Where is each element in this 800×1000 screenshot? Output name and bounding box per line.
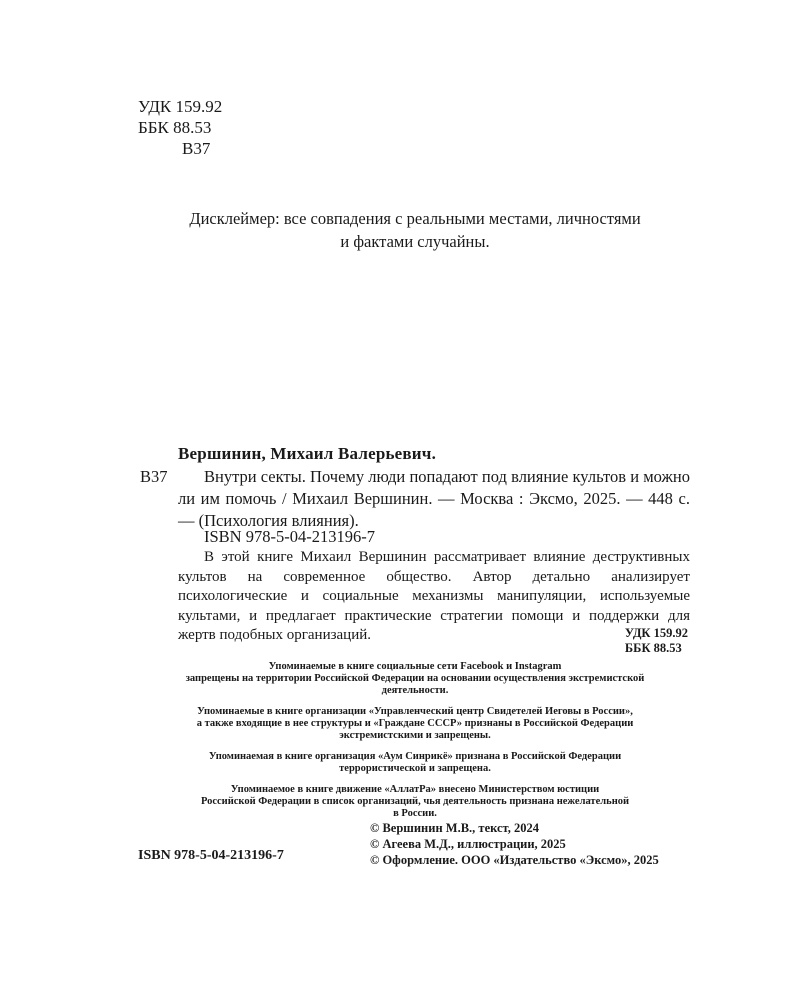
copyright-line: © Агеева М.Д., иллюстрации, 2025 (370, 837, 566, 851)
record-description: Внутри секты. Почему люди попадают под влияние культов и можно ли им помочь / Михаил Вершинин. — Москва : Эксмо, 2025. — 448 с. — (Психология влияния). (178, 467, 690, 530)
legal-note-line: запрещены на территории Российской Федерации на основании осуществления экстремистской (185, 673, 645, 684)
legal-note-line: Упоминаемая в книге организация «Аум Синрикё» признана в Российской Федерации (208, 751, 622, 762)
legal-note (130, 661, 700, 697)
legal-note-line: в России. (393, 808, 437, 819)
copyright-line: © Вершинин М.В., текст, 2024 (370, 821, 540, 835)
disclaimer (100, 207, 730, 253)
copyright-line: © Оформление. ООО «Издательство «Эксмо», 2025 (370, 853, 659, 867)
legal-note (130, 751, 700, 775)
legal-note-line: Упоминаемые в книге социальные сети Facebook и Instagram (268, 661, 562, 672)
record-code: В37 (140, 467, 168, 486)
right-bbk-code: ББК 88.53 (624, 641, 682, 655)
legal-note-line: а также входящие в нее структуры и «Граждане СССР» признаны в Российской Федерации (196, 718, 634, 729)
legal-note-line: Российской Федерации в список организаций, чья деятельность признана нежелательной (200, 796, 630, 807)
legal-note (130, 784, 700, 820)
copyright-block (370, 820, 659, 868)
disclaimer-line-2: и фактами случайны. (340, 232, 490, 251)
legal-note-line: террористической и запрещена. (339, 763, 491, 774)
legal-note-line: Упоминаемое в книге движение «АллатРа» внесено Министерством юстиции (230, 784, 600, 795)
legal-note-line: экстремистскими и запрещены. (339, 730, 491, 741)
record-isbn: ISBN 978-5-04-213196-7 (204, 527, 375, 546)
udk-code: УДК 159.92 (138, 97, 223, 116)
bbk-code: ББК 88.53 (138, 118, 212, 137)
legal-note-line: Упоминаемые в книге организации «Управленческий центр Свидетелей Иеговы в России», (197, 706, 633, 717)
footer-isbn: ISBN 978-5-04-213196-7 (138, 848, 284, 863)
author-mark: В37 (182, 139, 211, 158)
legal-note-line: деятельности. (381, 685, 449, 696)
disclaimer-line-1: Дисклеймер: все совпадения с реальными местами, личностями (189, 209, 641, 228)
record-author: Вершинин, Михаил Валерьевич. (178, 444, 437, 463)
top-classification-codes (138, 96, 222, 159)
record-annotation: В этой книге Михаил Вершинин рассматривает влияние деструктивных культов на современное общество. Автор детально анализирует психологические и социальные механизмы манипуляции, используемые культами, и предлагает практические стратегии помощи и поддержки для жертв подобных организаций. (178, 549, 690, 643)
right-classification-codes (625, 626, 688, 656)
legal-note (130, 706, 700, 742)
right-udk-code: УДК 159.92 (624, 626, 688, 640)
legal-notes (130, 661, 700, 829)
